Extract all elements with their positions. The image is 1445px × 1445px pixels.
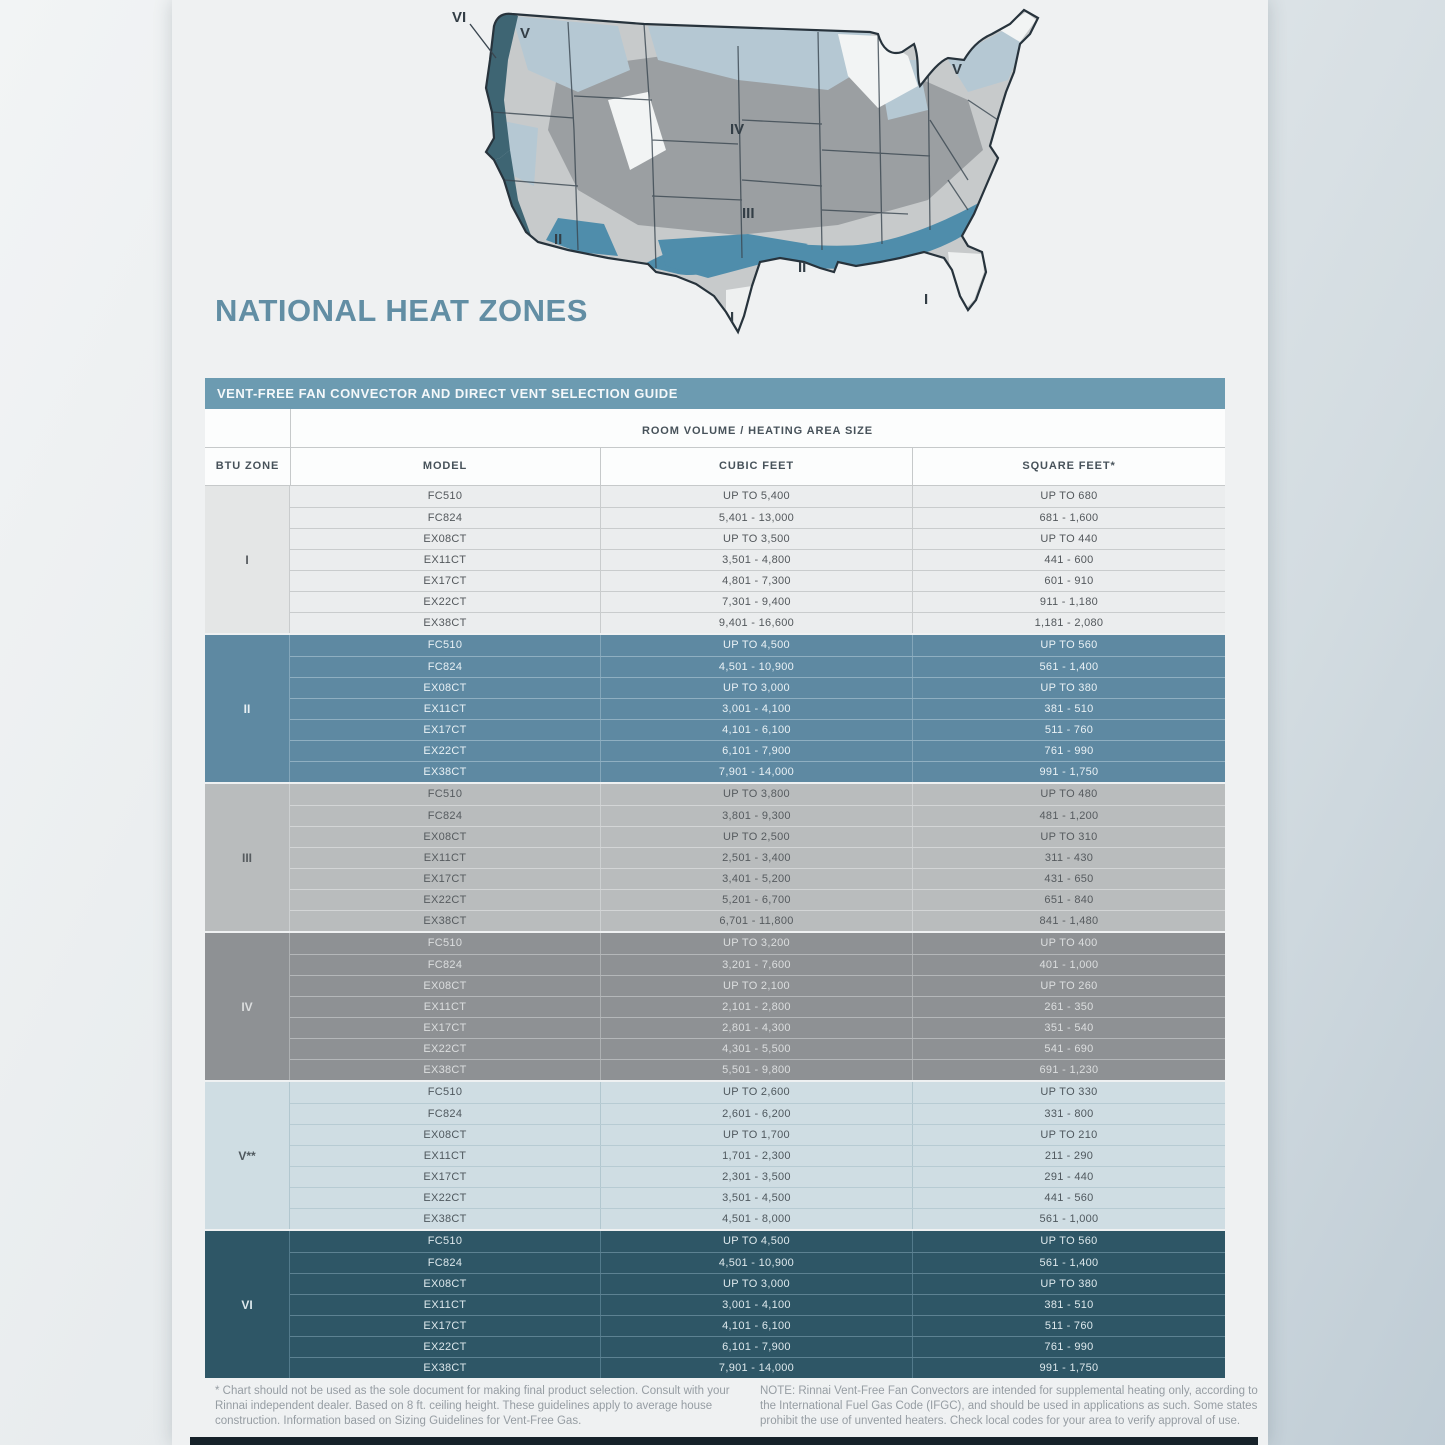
cell-square-feet: 561 - 1,400 xyxy=(912,657,1225,677)
column-header-row xyxy=(205,448,1225,486)
cell-model: EX17CT xyxy=(423,1022,467,1034)
cell-cubic-feet: UP TO 5,400 xyxy=(600,486,912,507)
cell-cubic-feet: 2,101 - 2,800 xyxy=(600,997,912,1017)
zone-group xyxy=(205,931,1225,1080)
cell-cubic-feet: 4,501 - 8,000 xyxy=(600,1209,912,1229)
cell-model: EX22CT xyxy=(423,745,467,757)
cell-cubic-feet: 6,701 - 11,800 xyxy=(600,911,912,931)
zone-label: II xyxy=(205,635,290,782)
map-label-zone-i-texas: I xyxy=(730,309,735,326)
column-header-model: MODEL xyxy=(422,460,468,472)
table-row xyxy=(290,1145,1225,1166)
selection-guide-table xyxy=(205,378,1225,1378)
zone-group xyxy=(205,782,1225,931)
map-label-zone-iii: III xyxy=(742,205,755,222)
table-row xyxy=(290,784,1225,805)
cell-cubic-feet: UP TO 3,000 xyxy=(600,1274,912,1294)
zone-group xyxy=(205,1229,1225,1378)
cell-square-feet: 431 - 650 xyxy=(912,869,1225,889)
table-row xyxy=(290,805,1225,826)
cell-model: EX22CT xyxy=(423,596,467,608)
table-row xyxy=(290,1252,1225,1273)
cell-cubic-feet: UP TO 2,500 xyxy=(600,827,912,847)
cell-cubic-feet: 2,501 - 3,400 xyxy=(600,848,912,868)
cell-cubic-feet: 2,801 - 4,300 xyxy=(600,1018,912,1038)
cell-cubic-feet: 5,501 - 9,800 xyxy=(600,1060,912,1080)
cell-cubic-feet: 4,101 - 6,100 xyxy=(600,1316,912,1336)
cell-cubic-feet: UP TO 1,700 xyxy=(600,1125,912,1145)
zone-rows xyxy=(290,635,1225,782)
cell-square-feet: 1,181 - 2,080 xyxy=(912,613,1225,633)
cell-square-feet: 991 - 1,750 xyxy=(912,1358,1225,1378)
cell-square-feet: UP TO 680 xyxy=(912,486,1225,507)
zone-rows xyxy=(290,1082,1225,1229)
zone-rows xyxy=(290,933,1225,1080)
table-row xyxy=(290,698,1225,719)
table-row xyxy=(290,1082,1225,1103)
cell-model: EX08CT xyxy=(423,1129,467,1141)
cell-square-feet: 401 - 1,000 xyxy=(912,955,1225,975)
cell-model: EX22CT xyxy=(423,894,467,906)
table-row xyxy=(290,486,1225,507)
cell-model: FC824 xyxy=(427,661,463,673)
table-title-bar: VENT-FREE FAN CONVECTOR AND DIRECT VENT SELECTION GUIDE xyxy=(205,378,1225,409)
cell-model: EX22CT xyxy=(423,1341,467,1353)
cell-square-feet: 541 - 690 xyxy=(912,1039,1225,1059)
map-label-zone-vi: VI xyxy=(452,9,467,26)
map-label-zone-ii-south: II xyxy=(798,259,807,276)
cell-cubic-feet: 3,201 - 7,600 xyxy=(600,955,912,975)
cell-model: FC510 xyxy=(427,937,463,949)
cell-square-feet: 331 - 800 xyxy=(912,1104,1225,1124)
cell-model: EX38CT xyxy=(423,1064,467,1076)
cell-cubic-feet: UP TO 4,500 xyxy=(600,1231,912,1252)
cell-square-feet: 911 - 1,180 xyxy=(912,592,1225,612)
table-row xyxy=(290,954,1225,975)
page-title: NATIONAL HEAT ZONES xyxy=(215,293,588,328)
cell-square-feet: 261 - 350 xyxy=(912,997,1225,1017)
cell-model: EX08CT xyxy=(423,831,467,843)
cell-square-feet: UP TO 400 xyxy=(912,933,1225,954)
map-label-zone-v-west: V xyxy=(520,25,531,42)
cell-square-feet: 691 - 1,230 xyxy=(912,1060,1225,1080)
cell-model: EX11CT xyxy=(423,1150,467,1162)
cell-cubic-feet: 7,301 - 9,400 xyxy=(600,592,912,612)
table-row xyxy=(290,996,1225,1017)
table-row xyxy=(290,507,1225,528)
cell-model: EX38CT xyxy=(423,1213,467,1225)
cell-model: FC824 xyxy=(427,810,463,822)
table-row xyxy=(290,1059,1225,1080)
cell-cubic-feet: 5,201 - 6,700 xyxy=(600,890,912,910)
cell-cubic-feet: 7,901 - 14,000 xyxy=(600,1358,912,1378)
document-page xyxy=(172,0,1268,1445)
map-label-zone-i-florida: I xyxy=(924,291,929,308)
table-row xyxy=(290,1103,1225,1124)
cell-model: EX17CT xyxy=(423,1171,467,1183)
cell-square-feet: UP TO 380 xyxy=(912,1274,1225,1294)
next-section-bar xyxy=(190,1437,1258,1445)
table-row xyxy=(290,1208,1225,1229)
table-row xyxy=(290,1294,1225,1315)
cell-cubic-feet: 4,301 - 5,500 xyxy=(600,1039,912,1059)
column-header-btu-zone: BTU ZONE xyxy=(215,460,280,472)
table-row xyxy=(290,612,1225,633)
cell-model: FC824 xyxy=(427,1108,463,1120)
cell-model: EX11CT xyxy=(423,554,467,566)
zone-rows xyxy=(290,784,1225,931)
cell-square-feet: UP TO 210 xyxy=(912,1125,1225,1145)
table-row xyxy=(290,677,1225,698)
cell-square-feet: UP TO 480 xyxy=(912,784,1225,805)
cell-square-feet: UP TO 440 xyxy=(912,529,1225,549)
cell-square-feet: UP TO 380 xyxy=(912,678,1225,698)
cell-square-feet: 561 - 1,400 xyxy=(912,1253,1225,1273)
cell-cubic-feet: 3,001 - 4,100 xyxy=(600,699,912,719)
cell-square-feet: UP TO 260 xyxy=(912,976,1225,996)
cell-model: EX38CT xyxy=(423,617,467,629)
cell-model: EX08CT xyxy=(423,682,467,694)
cell-square-feet: 841 - 1,480 xyxy=(912,911,1225,931)
table-row xyxy=(290,570,1225,591)
zone-group xyxy=(205,633,1225,782)
table-row xyxy=(290,847,1225,868)
cell-square-feet: UP TO 330 xyxy=(912,1082,1225,1103)
table-body xyxy=(205,486,1225,1378)
table-row xyxy=(290,1315,1225,1336)
table-row xyxy=(290,1273,1225,1294)
cell-cubic-feet: 3,501 - 4,500 xyxy=(600,1188,912,1208)
cell-model: EX38CT xyxy=(423,915,467,927)
cell-model: EX38CT xyxy=(423,766,467,778)
column-header-square-feet: SQUARE FEET* xyxy=(912,448,1225,485)
cell-model: FC824 xyxy=(427,512,463,524)
table-row xyxy=(290,826,1225,847)
zone-label: V** xyxy=(205,1082,290,1229)
cell-cubic-feet: 3,801 - 9,300 xyxy=(600,806,912,826)
table-row xyxy=(290,1166,1225,1187)
table-row xyxy=(290,740,1225,761)
cell-square-feet: UP TO 310 xyxy=(912,827,1225,847)
table-row xyxy=(290,1187,1225,1208)
cell-cubic-feet: 1,701 - 2,300 xyxy=(600,1146,912,1166)
span-header-label: ROOM VOLUME / HEATING AREA SIZE xyxy=(642,425,873,437)
table-row xyxy=(290,656,1225,677)
cell-cubic-feet: 4,801 - 7,300 xyxy=(600,571,912,591)
table-row xyxy=(290,635,1225,656)
cell-model: FC510 xyxy=(427,1235,463,1247)
span-header-row xyxy=(205,409,1225,448)
cell-cubic-feet: UP TO 2,600 xyxy=(600,1082,912,1103)
map-label-zone-ii-west: II xyxy=(554,231,563,248)
table-row xyxy=(290,1124,1225,1145)
cell-model: EX17CT xyxy=(423,1320,467,1332)
zone-group xyxy=(205,1080,1225,1229)
cell-square-feet: 291 - 440 xyxy=(912,1167,1225,1187)
table-row xyxy=(290,889,1225,910)
cell-square-feet: UP TO 560 xyxy=(912,635,1225,656)
cell-cubic-feet: UP TO 3,000 xyxy=(600,678,912,698)
cell-square-feet: 761 - 990 xyxy=(912,1337,1225,1357)
column-header-cubic-feet: CUBIC FEET xyxy=(600,448,912,485)
cell-model: EX22CT xyxy=(423,1043,467,1055)
zone-label: IV xyxy=(205,933,290,1080)
cell-cubic-feet: 2,301 - 3,500 xyxy=(600,1167,912,1187)
cell-cubic-feet: 6,101 - 7,900 xyxy=(600,1337,912,1357)
cell-square-feet: 601 - 910 xyxy=(912,571,1225,591)
cell-cubic-feet: UP TO 3,800 xyxy=(600,784,912,805)
cell-square-feet: 511 - 760 xyxy=(912,720,1225,740)
cell-cubic-feet: 4,101 - 6,100 xyxy=(600,720,912,740)
zone-rows xyxy=(290,1231,1225,1378)
table-row xyxy=(290,1231,1225,1252)
zone-rows xyxy=(290,486,1225,633)
cell-square-feet: 211 - 290 xyxy=(912,1146,1225,1166)
cell-cubic-feet: 4,501 - 10,900 xyxy=(600,1253,912,1273)
cell-model: EX11CT xyxy=(423,852,467,864)
cell-model: EX17CT xyxy=(423,724,467,736)
cell-square-feet: UP TO 560 xyxy=(912,1231,1225,1252)
zone-label: VI xyxy=(205,1231,290,1378)
cell-square-feet: 441 - 560 xyxy=(912,1188,1225,1208)
cell-model: EX22CT xyxy=(423,1192,467,1204)
map-label-zone-v-east: V xyxy=(952,61,963,78)
cell-model: FC510 xyxy=(427,639,463,651)
cell-square-feet: 441 - 600 xyxy=(912,550,1225,570)
table-row xyxy=(290,549,1225,570)
cell-model: EX08CT xyxy=(423,533,467,545)
cell-cubic-feet: 2,601 - 6,200 xyxy=(600,1104,912,1124)
cell-cubic-feet: 3,001 - 4,100 xyxy=(600,1295,912,1315)
cell-model: EX11CT xyxy=(423,1001,467,1013)
cell-square-feet: 561 - 1,000 xyxy=(912,1209,1225,1229)
footnote-left: * Chart should not be used as the sole document for making final product selection. Consult with your Rinnai independent dealer. Based on 8 ft. ceiling height. These guidelines apply to average house construction. Information based on Sizing Guidelines for Vent-Free Gas. xyxy=(215,1385,730,1428)
cell-square-feet: 351 - 540 xyxy=(912,1018,1225,1038)
table-row xyxy=(290,719,1225,740)
cell-model: EX11CT xyxy=(423,1299,467,1311)
cell-square-feet: 381 - 510 xyxy=(912,699,1225,719)
footnote-right: NOTE: Rinnai Vent-Free Fan Convectors are intended for supplemental heating only, according to the International Fuel Gas Code (IFGC), and should be used in applications as such. Some states prohibit the use of unvented heaters. Check local codes for your area to verify approval of use. xyxy=(760,1385,1258,1428)
cell-square-feet: 311 - 430 xyxy=(912,848,1225,868)
cell-cubic-feet: 7,901 - 14,000 xyxy=(600,762,912,782)
table-row xyxy=(290,1017,1225,1038)
cell-cubic-feet: UP TO 4,500 xyxy=(600,635,912,656)
cell-square-feet: 381 - 510 xyxy=(912,1295,1225,1315)
map-label-zone-iv: IV xyxy=(730,121,745,138)
zone-label: III xyxy=(205,784,290,931)
table-row xyxy=(290,1038,1225,1059)
cell-square-feet: 481 - 1,200 xyxy=(912,806,1225,826)
table-header xyxy=(205,409,1225,486)
table-row xyxy=(290,591,1225,612)
table-row xyxy=(290,761,1225,782)
cell-square-feet: 681 - 1,600 xyxy=(912,508,1225,528)
cell-square-feet: 991 - 1,750 xyxy=(912,762,1225,782)
cell-cubic-feet: 9,401 - 16,600 xyxy=(600,613,912,633)
cell-model: FC510 xyxy=(427,788,463,800)
table-row xyxy=(290,1336,1225,1357)
cell-cubic-feet: UP TO 2,100 xyxy=(600,976,912,996)
cell-cubic-feet: 3,401 - 5,200 xyxy=(600,869,912,889)
cell-square-feet: 511 - 760 xyxy=(912,1316,1225,1336)
cell-cubic-feet: 6,101 - 7,900 xyxy=(600,741,912,761)
cell-cubic-feet: UP TO 3,200 xyxy=(600,933,912,954)
cell-model: EX38CT xyxy=(423,1362,467,1374)
cell-model: FC824 xyxy=(427,1257,463,1269)
table-row xyxy=(290,975,1225,996)
cell-cubic-feet: 5,401 - 13,000 xyxy=(600,508,912,528)
zone-group xyxy=(205,486,1225,633)
cell-cubic-feet: 3,501 - 4,800 xyxy=(600,550,912,570)
table-row xyxy=(290,1357,1225,1378)
cell-model: FC510 xyxy=(427,490,463,502)
cell-square-feet: 761 - 990 xyxy=(912,741,1225,761)
cell-model: EX08CT xyxy=(423,980,467,992)
table-row xyxy=(290,868,1225,889)
cell-model: EX17CT xyxy=(423,575,467,587)
cell-model: EX08CT xyxy=(423,1278,467,1290)
table-row xyxy=(290,933,1225,954)
table-row xyxy=(290,528,1225,549)
cell-model: EX17CT xyxy=(423,873,467,885)
cell-model: EX11CT xyxy=(423,703,467,715)
cell-square-feet: 651 - 840 xyxy=(912,890,1225,910)
cell-model: FC510 xyxy=(427,1086,463,1098)
zone-label: I xyxy=(205,486,290,633)
cell-model: FC824 xyxy=(427,959,463,971)
table-row xyxy=(290,910,1225,931)
cell-cubic-feet: 4,501 - 10,900 xyxy=(600,657,912,677)
cell-cubic-feet: UP TO 3,500 xyxy=(600,529,912,549)
